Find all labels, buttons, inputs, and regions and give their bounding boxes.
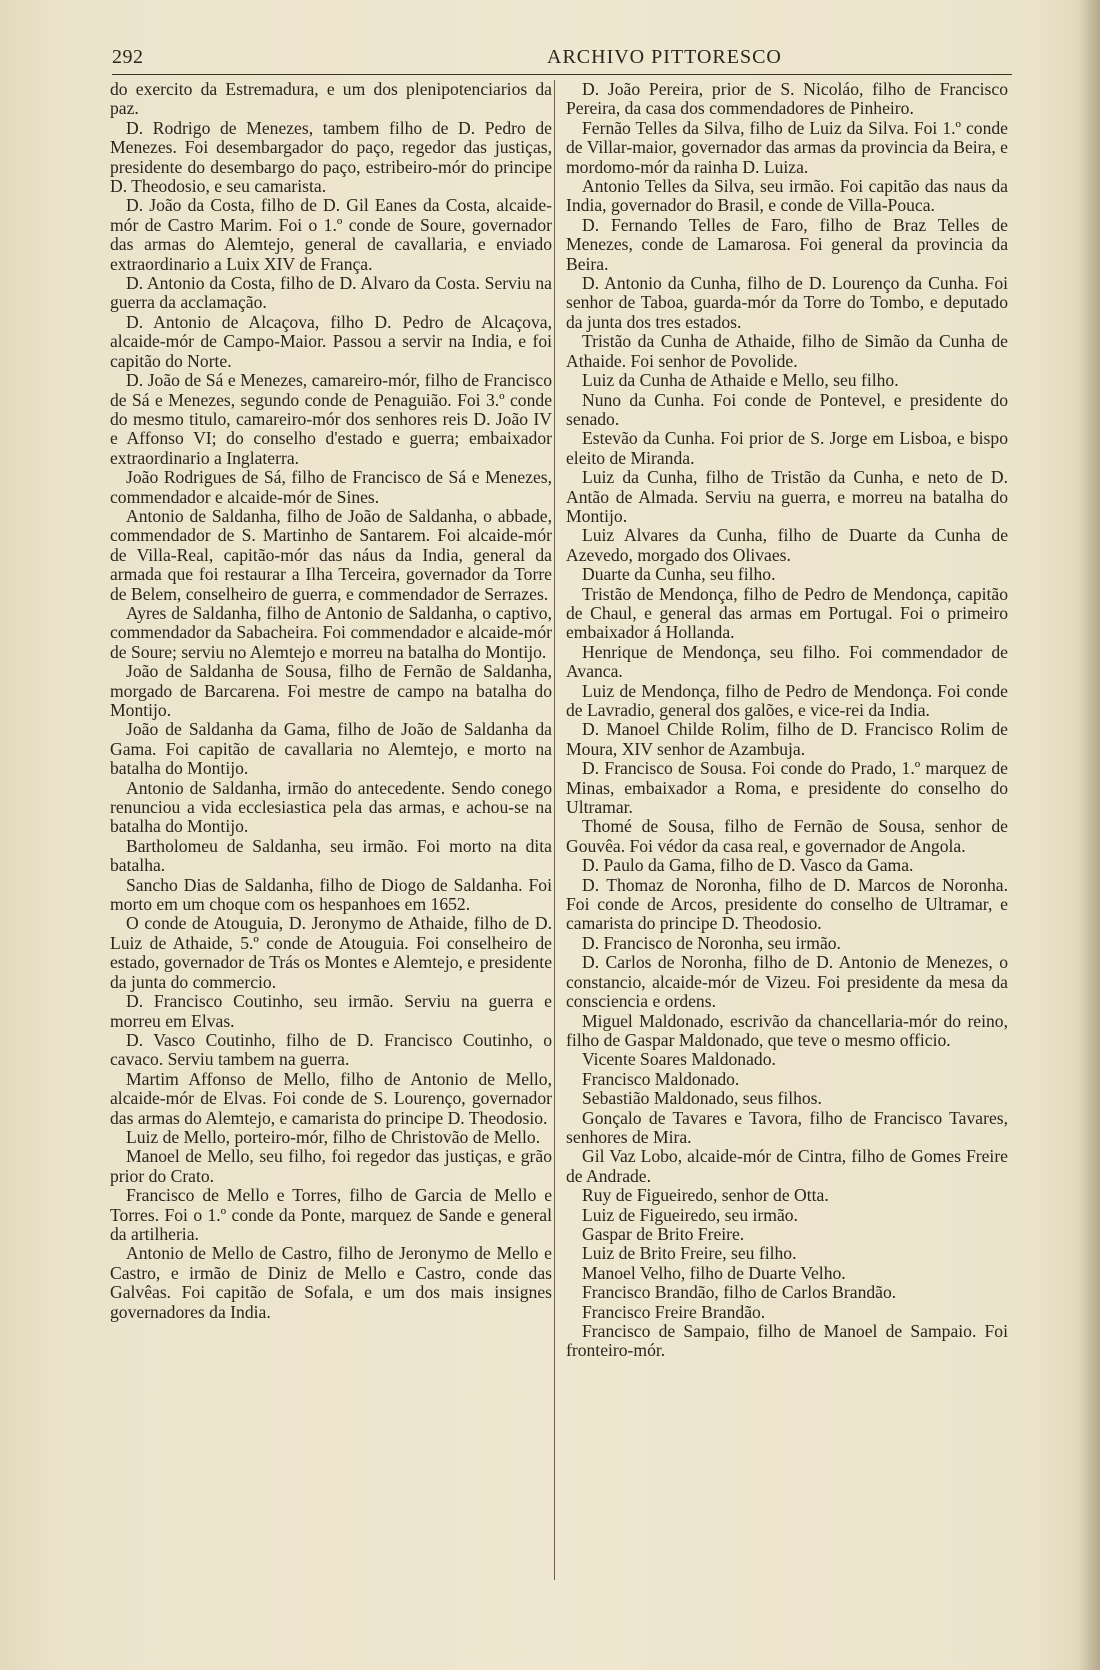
paragraph: Gonçalo de Tavares e Tavora, filho de Francisco Tavares, senhores de Mira. [566, 1107, 1008, 1147]
paragraph: Ruy de Figueiredo, senhor de Otta. [582, 1185, 829, 1206]
paragraph: D. Rodrigo de Menezes, tambem filho de D. Pedro de Menezes. Foi desembargador do paço, regedor das justiças, presidente do desembargo do paço, estribeiro-mór do principe D. Theodosio, e seu camarista. [110, 117, 552, 197]
paragraph: Duarte da Cunha, seu filho. [582, 564, 776, 585]
page-header [112, 44, 1012, 72]
paragraph: Estevão da Cunha. Foi prior de S. Jorge em Lisboa, e bispo eleito de Miranda. [566, 428, 1008, 468]
paragraph: Gil Vaz Lobo, alcaide-mór de Cintra, filho de Gomes Freire de Andrade. [566, 1146, 1008, 1186]
paragraph: D. Francisco de Noronha, seu irmão. [582, 932, 841, 953]
paragraph: Luiz da Cunha de Athaide e Mello, seu filho. [582, 370, 899, 391]
paragraph: Francisco de Sampaio, filho de Manoel de Sampaio. Foi fronteiro-mór. [566, 1321, 1008, 1361]
paragraph: D. João de Sá e Menezes, camareiro-mór, filho de Francisco de Sá e Menezes, segundo conde de Penaguião. Foi 3.º conde do mesmo titulo, camareiro-mór dos senhores reis D. João IV e Affonso VI; do conselho d'estado e guerra; embaixador extraordinario a Inglaterra. [110, 370, 552, 468]
column-divider [554, 80, 555, 1580]
paragraph: O conde de Atouguia, D. Jeronymo de Athaide, filho de D. Luiz de Athaide, 5.º conde de Atouguia. Foi conselheiro de estado, governador de Trás os Montes e Alemtejo, e presidente da junta do commercio. [110, 913, 552, 992]
paragraph: Gaspar de Brito Freire. [582, 1223, 745, 1244]
paragraph: Francisco Freire Brandão. [582, 1301, 766, 1322]
paragraph: Thomé de Sousa, filho de Fernão de Sousa, senhor de Gouvêa. Foi védor da casa real, e governador de Angola. [566, 816, 1008, 856]
paragraph: Antonio de Mello de Castro, filho de Jeronymo de Mello e Castro, e irmão de Diniz de Mello e Castro, conde das Galvêas. Foi capitão de Sofala, e um dos mais insignes governadores da India. [110, 1243, 552, 1322]
paragraph: Martim Affonso de Mello, filho de Antonio de Mello, alcaide-mór de Elvas. Foi conde de S. Lourenço, governador das armas do Alemtejo, e camarista do principe D. Theodosio. [110, 1068, 552, 1128]
paragraph: D. João da Costa, filho de D. Gil Eanes da Costa, alcaide-mór de Castro Marim. Foi o 1.º conde de Soure, governador das armas do Alemtejo, general de cavallaria, e enviado extraordinario a Luix XIV de França. [110, 195, 552, 274]
paragraph: D. Carlos de Noronha, filho de D. Antonio de Menezes, o constancio, alcaide-mór de Vizeu. Foi presidente da mesa da consciencia e ordens. [566, 952, 1008, 1012]
paragraph: Francisco de Mello e Torres, filho de Garcia de Mello e Torres. Foi o 1.º conde da Ponte, marquez de Sande e general da artilheria. [110, 1185, 552, 1244]
paragraph: João Rodrigues de Sá, filho de Francisco de Sá e Menezes, commendador e alcaide-mór de Sines. [110, 467, 552, 507]
paragraph: Vicente Soares Maldonado. [582, 1049, 776, 1070]
paragraph: Ayres de Saldanha, filho de Antonio de Saldanha, o captivo, commendador da Sabacheira. Foi commendador e alcaide-mór de Soure; serviu no Alemtejo e morreu na batalha do Montijo. [110, 602, 552, 662]
paragraph: Bartholomeu de Saldanha, seu irmão. Foi morto na dita batalha. [110, 835, 552, 876]
paragraph: Luiz de Mello, porteiro-mór, filho de Christovão de Mello. [126, 1126, 541, 1147]
paragraph: Manoel de Mello, seu filho, foi regedor das justiças, e grão prior do Crato. [110, 1146, 552, 1186]
paragraph: D. Paulo da Gama, filho de D. Vasco da Gama. [582, 855, 914, 876]
paragraph: Sebastião Maldonado, seus filhos. [582, 1088, 822, 1109]
paragraph: Antonio Telles da Silva, seu irmão. Foi capitão das naus da India, governador do Brasil, e conde de Villa-Pouca. [566, 176, 1008, 216]
paragraph: D. Antonio de Alcaçova, filho D. Pedro de Alcaçova, alcaide-mór de Campo-Maior. Passou a servir na India, e foi capitão do Norte. [110, 311, 552, 371]
paragraph: D. Antonio da Cunha, filho de D. Lourenço da Cunha. Foi senhor de Taboa, guarda-mór da Torre do Tombo, e deputado da junta dos tres estados. [566, 273, 1008, 332]
paragraph: D. Vasco Coutinho, filho de D. Francisco Coutinho, o cavaco. Serviu tambem na guerra. [110, 1029, 552, 1070]
paragraph: D. Francisco de Sousa. Foi conde do Prado, 1.º marquez de Minas, embaixador a Roma, e presidente do conselho do Ultramar. [566, 758, 1008, 818]
paragraph: D. Antonio da Costa, filho de D. Alvaro da Costa. Serviu na guerra da acclamação. [110, 273, 552, 313]
paragraph: Luiz de Mendonça, filho de Pedro de Mendonça. Foi conde de Lavradio, general dos galões, e vice-rei da India. [566, 680, 1008, 720]
paragraph: Luiz da Cunha, filho de Tristão da Cunha, e neto de D. Antão de Almada. Serviu na guerra, e morreu na batalha do Montijo. [566, 467, 1008, 526]
header-rule [112, 74, 1012, 75]
page-edge-shadow [1078, 0, 1100, 1670]
paragraph: João de Saldanha de Sousa, filho de Fernão de Saldanha, morgado de Barcarena. Foi mestre de campo na batalha do Montijo. [110, 661, 552, 720]
paragraph: D. Francisco Coutinho, seu irmão. Serviu na guerra e morreu em Elvas. [110, 991, 552, 1031]
paragraph: D. Thomaz de Noronha, filho de D. Marcos de Noronha. Foi conde de Arcos, presidente do conselho de Ultramar, e camarista do principe D. Theodosio. [566, 874, 1008, 934]
running-title: ARCHIVO PITTORESCO [547, 46, 782, 68]
right-column [566, 80, 1008, 1361]
paragraph: Luiz de Figueiredo, seu irmão. [582, 1204, 798, 1225]
paragraph: Francisco Brandão, filho de Carlos Brandão. [582, 1282, 897, 1303]
paragraph: Tristão de Mendonça, filho de Pedro de Mendonça, capitão de Chaul, e general das armas em Portugal. Foi o primeiro embaixador á Hollanda. [566, 583, 1008, 643]
paragraph: Fernão Telles da Silva, filho de Luiz da Silva. Foi 1.º conde de Villar-maior, governador das armas da provincia da Beira, e mordomo-mór da rainha D. Luiza. [566, 117, 1008, 177]
paragraph: do exercito da Estremadura, e um dos plenipotenciarios da paz. [110, 79, 552, 119]
paragraph: Luiz de Brito Freire, seu filho. [582, 1243, 797, 1264]
paragraph: Francisco Maldonado. [582, 1068, 740, 1089]
paragraph: Antonio de Saldanha, filho de João de Saldanha, o abbade, commendador de S. Martinho de Santarem. Foi alcaide-mór de Villa-Real, capitão-mór das náus da India, general da armada que foi restaurar a Ilha Terceira, governador da Torre de Belem, conselheiro de guerra, e commendador de Serrazes. [110, 505, 552, 604]
paragraph: Henrique de Mendonça, seu filho. Foi commendador de Avanca. [566, 641, 1008, 682]
paragraph: D. João Pereira, prior de S. Nicoláo, filho de Francisco Pereira, da casa dos commendadores de Pinheiro. [566, 79, 1008, 119]
paragraph: Manoel Velho, filho de Duarte Velho. [582, 1262, 846, 1283]
paragraph: Tristão da Cunha de Athaide, filho de Simão da Cunha de Athaide. Foi senhor de Povolide. [566, 331, 1008, 371]
paragraph: Miguel Maldonado, escrivão da chancellaria-mór do reino, filho de Gaspar Maldonado, que teve o mesmo officio. [566, 1010, 1008, 1050]
paragraph: Antonio de Saldanha, irmão do antecedente. Sendo conego renunciou a vida ecclesiastica pela das armas, e achou-se na batalha do Montijo. [110, 777, 552, 837]
paragraph: D. Manoel Childe Rolim, filho de D. Francisco Rolim de Moura, XIV senhor de Azambuja. [566, 719, 1008, 759]
paragraph: Nuno da Cunha. Foi conde de Pontevel, e presidente do senado. [566, 389, 1008, 429]
page-number: 292 [112, 46, 144, 68]
paragraph: Sancho Dias de Saldanha, filho de Diogo de Saldanha. Foi morto em um choque com os hespanhoes em 1652. [110, 874, 552, 915]
paragraph: João de Saldanha da Gama, filho de João de Saldanha da Gama. Foi capitão de cavallaria no Alemtejo, e morto na batalha do Montijo. [110, 719, 552, 779]
left-column [110, 80, 552, 1322]
paragraph: Luiz Alvares da Cunha, filho de Duarte da Cunha de Azevedo, morgado dos Olivaes. [566, 525, 1008, 565]
paragraph: D. Fernando Telles de Faro, filho de Braz Telles de Menezes, conde de Lamarosa. Foi general da provincia da Beira. [566, 214, 1008, 274]
